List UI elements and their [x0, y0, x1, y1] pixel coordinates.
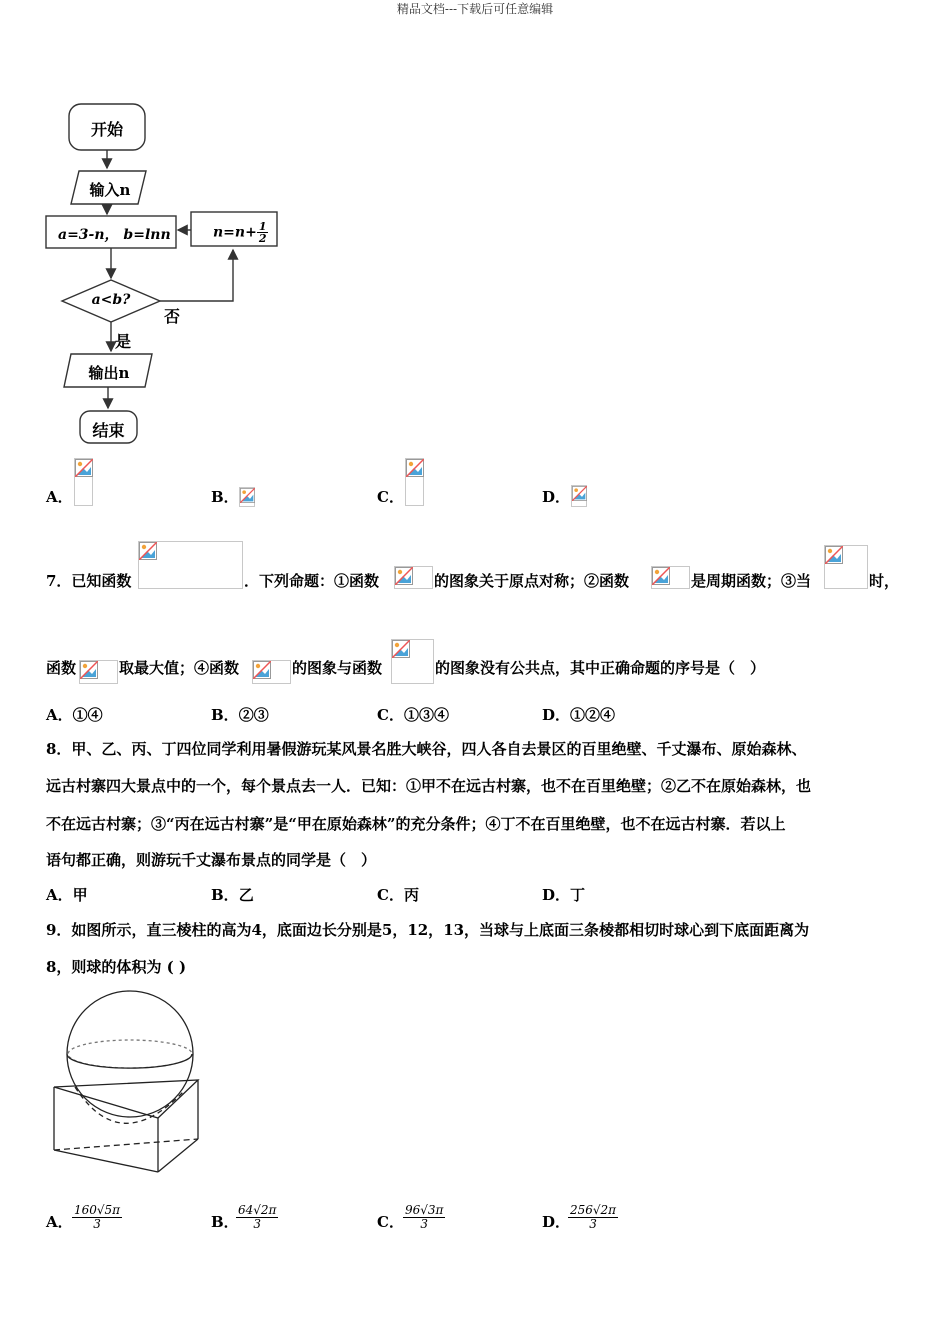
q8-option-d: D．丁: [542, 886, 586, 904]
broken-image-icon: [240, 488, 255, 503]
broken-image-icon: [572, 486, 587, 501]
sphere-outline: [67, 991, 193, 1117]
q8-option-a: A．甲: [46, 886, 88, 904]
prism-top-face: [54, 1080, 198, 1118]
q7-text-3: 的图象关于原点对称；②函数: [434, 572, 630, 590]
broken-image-icon: [825, 546, 843, 564]
q7-option-c: C．①③④: [377, 706, 449, 724]
q9-option-b-value: $\frac{64√2\pi}{3}$: [238, 1203, 277, 1231]
q7-text-5: 时，: [869, 572, 900, 590]
q8-line-1: 8．甲、乙、丙、丁四位同学利用暑假游玩某风景名胜大峡谷，四人各自去景区的百里绝壁、千丈瀑布、原始森林、: [46, 740, 807, 758]
q6-option-b-image: [239, 487, 255, 507]
q7-text-9: 的图象没有公共点，其中正确命题的序号是（ ）: [435, 659, 766, 677]
broken-image-icon: [75, 459, 93, 477]
q7-text-2: ．下列命题：①函数: [244, 572, 380, 590]
q7-formula-image-3: [651, 566, 690, 589]
q7-option-a: A．①④: [46, 706, 103, 724]
q7-text-4: 是周期函数；③当: [691, 572, 812, 590]
flow-input-label: 输入n: [89, 181, 131, 199]
q7-text-6: 函数: [46, 659, 77, 677]
q8-line-2: 远古村寨四大景点中的一个，每个景点去一人．已知：①甲不在远古村寨，也不在百里绝壁；②乙不在原始森林，也: [46, 777, 812, 795]
q7-text-7: 取最大值；④函数: [119, 659, 240, 677]
broken-image-icon: [406, 459, 424, 477]
q8-option-b: B．乙: [211, 886, 254, 904]
flow-output-label: 输出n: [88, 364, 130, 382]
q7-option-d: D．①②④: [542, 706, 616, 724]
flow-yes-label: 是: [115, 332, 132, 351]
q9-line-1: 9．如图所示，直三棱柱的高为4，底面边长分别是5，12，13，当球与上底面三条棱都相切时球心到下底面距离为: [46, 921, 810, 939]
q9-option-d-value: $\frac{256√2\pi}{3}$: [570, 1203, 617, 1231]
broken-image-icon: [139, 542, 157, 560]
page-header: 精品文档---下载后可任意编辑: [396, 2, 554, 16]
q7-text-1: 7．已知函数: [46, 572, 132, 590]
q7-formula-image-4: [824, 545, 868, 589]
q9-option-c-value: $\frac{96√3\pi}{3}$: [405, 1203, 444, 1231]
q9-option-b-label: B．: [211, 1213, 239, 1231]
flow-update-label: n=n+ $\frac{1}{2}$: [213, 220, 267, 245]
flow-condition-label: a<b?: [91, 292, 131, 308]
broken-image-icon: [652, 567, 670, 585]
q9-option-d-label: D．: [542, 1213, 571, 1231]
q7-formula-image-6: [252, 660, 291, 684]
q7-formula-image-5: [79, 660, 118, 684]
flow-end-label: 结束: [92, 421, 125, 440]
q6-option-c-label: C．: [377, 488, 404, 506]
flow-no-label: 否: [164, 307, 181, 326]
q9-option-a-label: A．: [46, 1213, 73, 1231]
broken-image-icon: [395, 567, 413, 585]
q9-option-a-value: $\frac{160√5\pi}{3}$: [74, 1203, 121, 1231]
q6-option-b-label: B．: [211, 488, 239, 506]
q7-option-b: B．②③: [211, 706, 269, 724]
q6-option-a-label: A．: [46, 488, 73, 506]
q9-line-2: 8，则球的体积为 ( ): [46, 958, 187, 976]
q6-option-d-image: [571, 485, 587, 507]
q7-formula-image-1: [138, 541, 243, 589]
q8-line-3: 不在远古村寨；③“丙在远古村寨”是“甲在原始森林”的充分条件；④丁不在百里绝壁，也不在远古村寨．若以上: [46, 815, 786, 833]
q7-formula-image-7: [391, 639, 434, 684]
q6-option-d-label: D．: [542, 488, 571, 506]
q8-line-4: 语句都正确，则游玩千丈瀑布景点的同学是（ ）: [46, 851, 377, 869]
q9-option-c-label: C．: [377, 1213, 404, 1231]
q8-option-c: C．丙: [377, 886, 419, 904]
flow-assign-label: a=3-n， b=lnn: [58, 227, 171, 243]
q9-prism-sphere-figure: [40, 982, 220, 1177]
q7-formula-image-2: [394, 566, 433, 589]
q7-text-8: 的图象与函数: [292, 659, 383, 677]
broken-image-icon: [392, 640, 410, 658]
flow-start-label: 开始: [90, 120, 123, 139]
broken-image-icon: [253, 661, 271, 679]
broken-image-icon: [80, 661, 98, 679]
q6-option-a-image: [74, 458, 93, 506]
q6-option-c-image: [405, 458, 424, 506]
